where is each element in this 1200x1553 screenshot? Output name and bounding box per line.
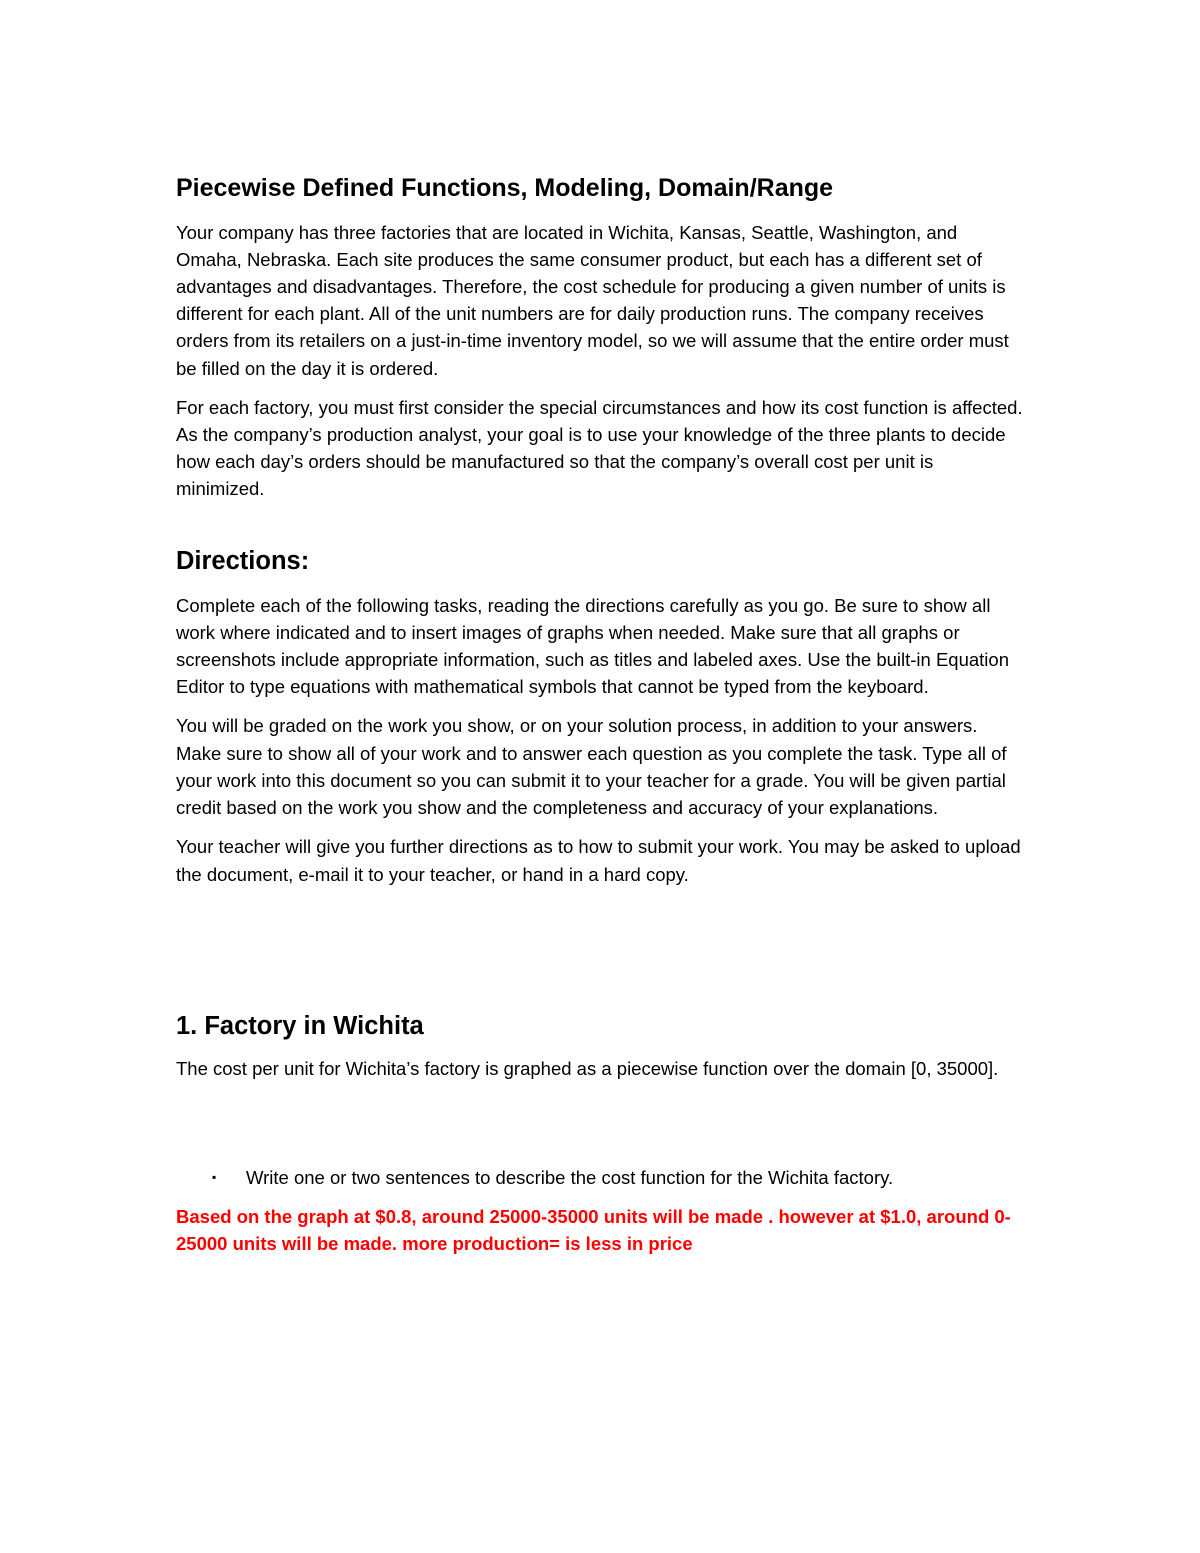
factory-heading: 1. Factory in Wichita bbox=[176, 1011, 424, 1040]
directions-paragraph: Complete each of the following tasks, reading the directions carefully as you go. Be sure to show all work where indicated and to insert images of graphs when needed. Make sure that all graphs or screenshots include appropriate information, such as titles and labeled axes. Use the built-in Equation Editor to type equations with mathematical symbols that cannot be typed from the keyboard. bbox=[176, 594, 1009, 698]
task-item bbox=[176, 1164, 1026, 1191]
intro-paragraph: For each factory, you must first consider the special circumstances and how its cost function is affected. As the company’s production analyst, your goal is to use your knowledge of the three plants to decide how each day’s orders should be manufactured so that the company’s overall cost per unit is minimized. bbox=[176, 396, 1023, 500]
square-bullet-icon: ▪ bbox=[212, 1170, 217, 1185]
factory-description: The cost per unit for Wichita’s factory is graphed as a piecewise function over the domain [0, 35000]. bbox=[176, 1057, 999, 1079]
directions-paragraph: You will be graded on the work you show, or on your solution process, in addition to your answers. Make sure to show all of your work and to answer each question as you complete the task. Type all of your work into this document so you can submit it to your teacher for a grade. You will be given partial credit based on the work you show and the completeness and accuracy of your explanations. bbox=[176, 715, 1007, 819]
intro-paragraph: Your company has three factories that are located in Wichita, Kansas, Seattle, Washington, and Omaha, Nebraska. Each site produces the same consumer product, but each has a different set of advantages and disadvantages. Therefore, the cost schedule for producing a given number of units is different for each plant. All of the unit numbers are for daily production runs. The company receives orders from its retailers on a just-in-time inventory model, so we will assume that the entire order must be filled on the day it is ordered. bbox=[176, 221, 1009, 379]
directions-paragraph: Your teacher will give you further directions as to how to submit your work. You may be asked to upload the document, e-mail it to your teacher, or hand in a hard copy. bbox=[176, 836, 1021, 885]
directions-heading: Directions: bbox=[176, 546, 310, 575]
document-page bbox=[176, 172, 1026, 1258]
student-answer: Based on the graph at $0.8, around 25000-35000 units will be made . however at $1.0, around 0-25000 units will be made. more production= is less in price bbox=[176, 1206, 1011, 1255]
task-text: Write one or two sentences to describe the cost function for the Wichita factory. bbox=[246, 1167, 894, 1189]
task-list bbox=[176, 1164, 1026, 1191]
document-title: Piecewise Defined Functions, Modeling, Domain/Range bbox=[176, 174, 834, 202]
